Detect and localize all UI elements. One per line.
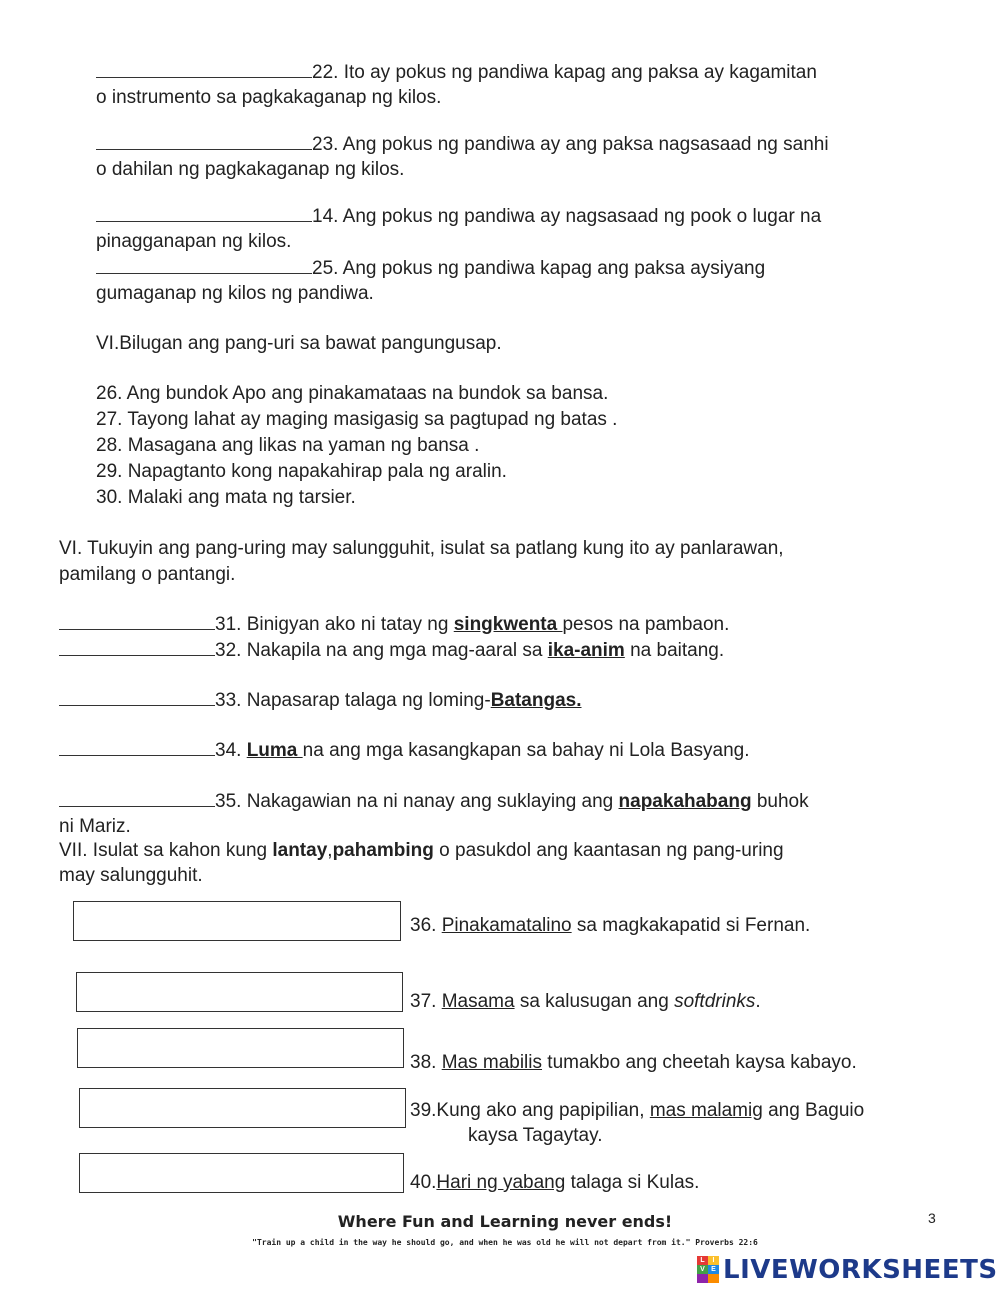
answer-box-36[interactable] xyxy=(73,901,401,941)
logo-tile-5 xyxy=(697,1274,708,1283)
answer-box-40[interactable] xyxy=(79,1153,404,1193)
underlined-adjective-32: ika-anim xyxy=(547,640,625,661)
tukuyin-item-35: 35. Nakagawian na ni nanay ang suklaying ang napakahabang buhok xyxy=(59,789,809,814)
bilugan-item-28[interactable]: 28. Masagana ang likas na yaman ng bansa . xyxy=(96,435,480,456)
bilugan-item-27[interactable]: 27. Tayong lahat ay maging masigasig sa pagtupad ng batas . xyxy=(96,409,618,430)
underlined-adjective-36: Pinakamatalino xyxy=(441,915,572,936)
answer-box-38[interactable] xyxy=(77,1028,404,1068)
item-25-line1: 25. Ang pokus ng pandiwa kapag ang paksa aysiyang xyxy=(96,256,765,281)
kaantasan-item-38: 38. Mas mabilis tumakbo ang cheetah kaysa kabayo. xyxy=(410,1052,857,1073)
tukuyin-item-33: 33. Napasarap talaga ng loming-Batangas. xyxy=(59,688,582,713)
tukuyin-item-34: 34. Luma na ang mga kasangkapan sa bahay ni Lola Basyang. xyxy=(59,738,749,763)
item-25-line2: gumaganap ng kilos ng pandiwa. xyxy=(96,283,374,304)
answer-blank-35[interactable] xyxy=(59,789,215,807)
bilugan-item-26[interactable]: 26. Ang bundok Apo ang pinakamataas na bundok sa bansa. xyxy=(96,383,609,404)
kaantasan-item-40: 40.Hari ng yabang talaga si Kulas. xyxy=(410,1172,700,1193)
answer-blank-34[interactable] xyxy=(59,738,215,756)
item-23-line2: o dahilan ng pagkakaganap ng kilos. xyxy=(96,159,405,180)
item-14-line1: 14. Ang pokus ng pandiwa ay nagsasaad ng pook o lugar na xyxy=(96,204,821,229)
answer-blank-33[interactable] xyxy=(59,688,215,706)
bilugan-item-30[interactable]: 30. Malaki ang mata ng tarsier. xyxy=(96,487,356,508)
kaantasan-item-39: 39.Kung ako ang papipilian, mas malamig ang Baguio xyxy=(410,1100,865,1121)
tukuyin-item-31: 31. Binigyan ako ni tatay ng singkwenta pesos na pambaon. xyxy=(59,612,729,637)
liveworksheets-brand-text: LIVEWORKSHEETS xyxy=(723,1255,998,1285)
answer-blank-31[interactable] xyxy=(59,612,215,630)
underlined-adjective-33: Batangas. xyxy=(490,690,582,711)
item-14-line2: pinagganapan ng kilos. xyxy=(96,231,292,252)
underlined-adjective-39: mas malamig xyxy=(649,1100,763,1121)
logo-tile-6 xyxy=(708,1274,719,1283)
item-23-line1: 23. Ang pokus ng pandiwa ay ang paksa nagsasaad ng sanhi xyxy=(96,132,829,157)
underlined-adjective-35: napakahabang xyxy=(618,791,752,812)
underlined-adjective-40: Hari ng yabang xyxy=(436,1172,566,1193)
bilugan-instruction: VI.Bilugan ang pang-uri sa bawat pangungusap. xyxy=(96,333,502,354)
answer-box-39[interactable] xyxy=(79,1088,406,1128)
tukuyin-item-32: 32. Nakapila na ang mga mag-aaral sa ika-anim na baitang. xyxy=(59,638,724,663)
logo-tile-1: L xyxy=(697,1256,708,1265)
answer-blank-23[interactable] xyxy=(96,132,312,150)
liveworksheets-logo xyxy=(697,1254,998,1286)
logo-tile-4: E xyxy=(708,1265,719,1274)
kaantasan-item-39-continuation: kaysa Tagaytay. xyxy=(468,1125,603,1146)
footer-quote: "Train up a child in the way he should go, and when he was old he will not depart from it." Proverbs 22:6 xyxy=(252,1238,758,1247)
footer-title: Where Fun and Learning never ends! xyxy=(337,1212,673,1231)
logo-tile-2: I xyxy=(708,1256,719,1265)
item-22-line2: o instrumento sa pagkakaganap ng kilos. xyxy=(96,87,442,108)
answer-blank-32[interactable] xyxy=(59,638,215,656)
answer-blank-25[interactable] xyxy=(96,256,312,274)
answer-blank-22[interactable] xyxy=(96,60,312,78)
underlined-adjective-38: Mas mabilis xyxy=(441,1052,543,1073)
answer-box-37[interactable] xyxy=(76,972,403,1012)
kaantasan-item-36: 36. Pinakamatalino sa magkakapatid si Fernan. xyxy=(410,915,811,936)
kaantasan-instruction-line2: may salungguhit. xyxy=(59,865,203,886)
kaantasan-instruction-line1: VII. Isulat sa kahon kung lantay,pahambing o pasukdol ang kaantasan ng pang-uring xyxy=(59,840,784,861)
tukuyin-instruction-line2: pamilang o pantangi. xyxy=(59,564,236,585)
bilugan-item-29[interactable]: 29. Napagtanto kong napakahirap pala ng aralin. xyxy=(96,461,507,482)
underlined-adjective-31: singkwenta xyxy=(453,614,563,635)
item-22-line1: 22. Ito ay pokus ng pandiwa kapag ang paksa ay kagamitan xyxy=(96,60,817,85)
underlined-adjective-34: Luma xyxy=(246,740,303,761)
logo-tile-3: V xyxy=(697,1265,708,1274)
liveworksheets-logo-icon xyxy=(697,1256,719,1284)
underlined-adjective-37: Masama xyxy=(441,991,515,1012)
tukuyin-item-35-continuation: ni Mariz. xyxy=(59,816,131,837)
answer-blank-14[interactable] xyxy=(96,204,312,222)
tukuyin-instruction-line1: VI. Tukuyin ang pang-uring may salungguhit, isulat sa patlang kung ito ay panlarawan, xyxy=(59,538,784,559)
page-number: 3 xyxy=(928,1210,936,1226)
kaantasan-item-37: 37. Masama sa kalusugan ang softdrinks. xyxy=(410,991,761,1012)
